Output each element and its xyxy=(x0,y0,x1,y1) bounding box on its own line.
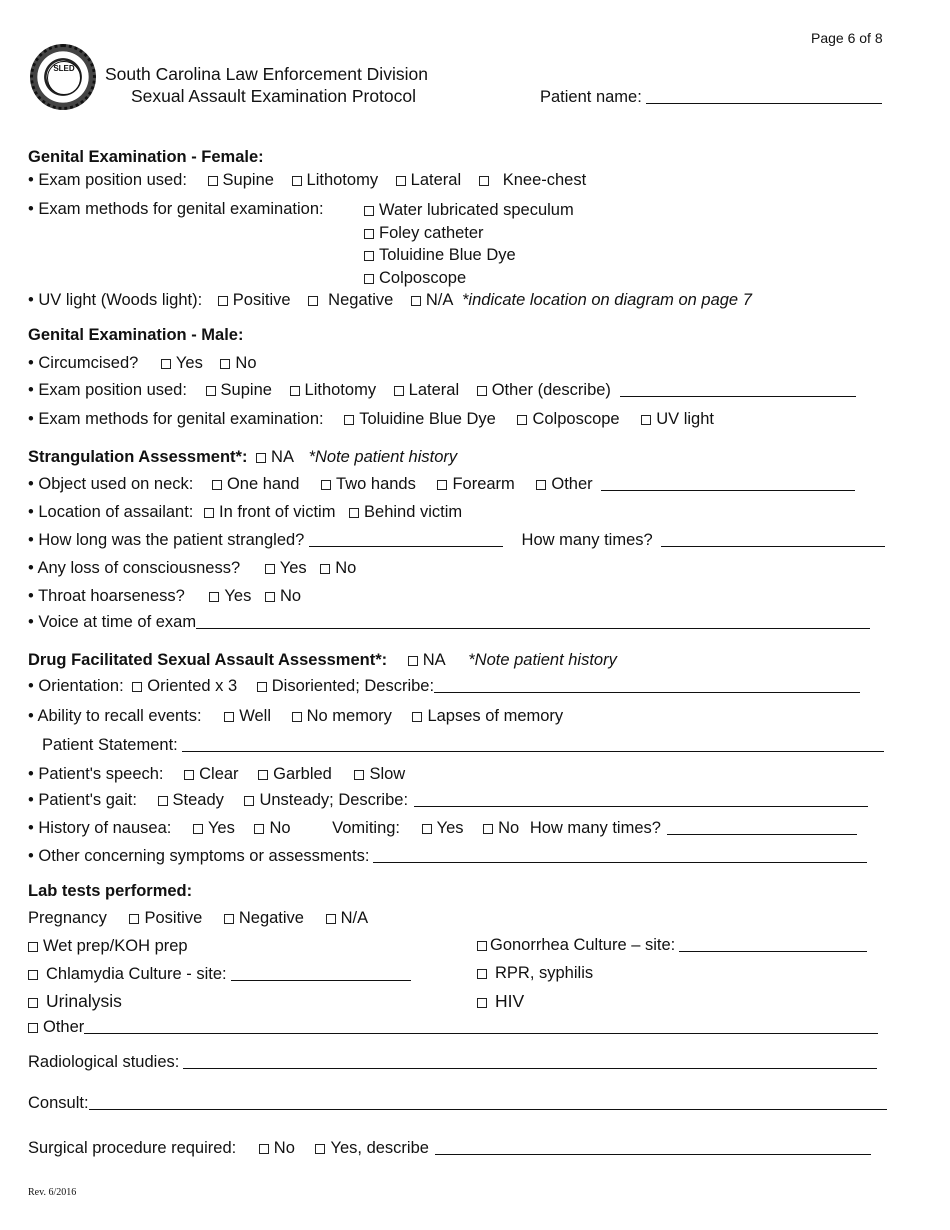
female-position-row xyxy=(28,170,599,190)
voice-row xyxy=(28,612,870,632)
option-label: Yes xyxy=(224,587,252,605)
radiological-input[interactable] xyxy=(183,1053,877,1069)
option-label: Other xyxy=(43,1018,85,1036)
checkbox[interactable] xyxy=(477,386,487,396)
other-position-input[interactable] xyxy=(620,381,856,397)
location-row xyxy=(28,502,475,522)
strangulation-note: *Note patient history xyxy=(308,448,458,466)
checkbox[interactable] xyxy=(204,508,214,518)
drug-heading-row xyxy=(28,650,617,670)
gait-describe-input[interactable] xyxy=(414,791,868,807)
option-label: N/A xyxy=(340,909,369,927)
option-label: In front of victim xyxy=(218,503,336,521)
statement-row xyxy=(42,735,884,755)
checkbox[interactable] xyxy=(28,970,38,980)
radiological-label: Radiological studies: xyxy=(28,1053,180,1071)
option-label: Slow xyxy=(369,765,406,783)
checkbox[interactable] xyxy=(479,176,489,186)
checkbox[interactable] xyxy=(364,274,374,284)
revision-date: Rev. 6/2016 xyxy=(28,1187,77,1198)
checkbox[interactable] xyxy=(641,415,651,425)
uv-note: *indicate location on diagram on page 7 xyxy=(462,291,752,309)
option-label: Water lubricated speculum xyxy=(379,201,574,219)
checkbox[interactable] xyxy=(129,914,139,924)
vomiting-times-label: How many times? xyxy=(529,819,661,837)
option-label: Garbled xyxy=(273,765,332,783)
surgical-row xyxy=(28,1138,871,1158)
option-label: Other xyxy=(551,475,593,493)
option-label: Unsteady; Describe: xyxy=(259,791,409,809)
option-label: Lateral xyxy=(410,171,462,189)
option-label: Lateral xyxy=(408,381,460,399)
uv-light-row xyxy=(28,290,752,310)
checkbox[interactable] xyxy=(220,359,230,369)
voice-input[interactable] xyxy=(196,613,870,629)
option-label: Yes xyxy=(175,354,203,372)
option-label: No xyxy=(273,1139,295,1157)
checkbox[interactable] xyxy=(364,229,374,239)
checkbox[interactable] xyxy=(212,480,222,490)
checkbox[interactable] xyxy=(28,1023,38,1033)
consciousness-row xyxy=(28,558,369,578)
consciousness-label: • Any loss of consciousness? xyxy=(28,559,241,577)
option-label: Lapses of memory xyxy=(427,707,564,725)
other-symptoms-label: • Other concerning symptoms or assessments: xyxy=(28,847,370,865)
consult-row xyxy=(28,1093,887,1113)
chlamydia-site-input[interactable] xyxy=(231,965,411,981)
page-number: Page 6 of 8 xyxy=(811,30,883,46)
checkbox[interactable] xyxy=(290,386,300,396)
labs-heading: Lab tests performed: xyxy=(28,882,193,900)
female-methods-label: • Exam methods for genital examination: xyxy=(28,200,324,218)
option-label: Disoriented; Describe: xyxy=(271,677,435,695)
consult-label: Consult: xyxy=(28,1094,89,1112)
vomiting-label: Vomiting: xyxy=(332,819,401,837)
circumcised-label: • Circumcised? xyxy=(28,354,139,372)
seal-center xyxy=(47,61,81,95)
recall-label: • Ability to recall events: xyxy=(28,707,202,725)
checkbox[interactable] xyxy=(132,682,142,692)
checkbox[interactable] xyxy=(224,914,234,924)
seal-text: SLED xyxy=(53,64,75,73)
patient-name-input[interactable] xyxy=(646,88,882,104)
checkbox[interactable] xyxy=(364,206,374,216)
option-label: HIV xyxy=(495,991,525,1011)
checkbox[interactable] xyxy=(354,770,364,780)
checkbox[interactable] xyxy=(161,359,171,369)
option-label: Clear xyxy=(199,765,239,783)
hoarseness-row xyxy=(28,586,314,606)
checkbox[interactable] xyxy=(244,796,254,806)
chlamydia-item xyxy=(28,964,411,984)
nausea-row xyxy=(28,818,857,838)
speech-label: • Patient's speech: xyxy=(28,765,164,783)
option-label: No xyxy=(335,559,357,577)
gonorrhea-item xyxy=(477,936,867,955)
option-label: Toluidine Blue Dye xyxy=(379,246,516,265)
checkbox[interactable] xyxy=(344,415,354,425)
checkbox[interactable] xyxy=(257,682,267,692)
female-heading: Genital Examination - Female: xyxy=(28,148,264,166)
option-label: NA xyxy=(271,448,294,466)
strangulation-heading-row xyxy=(28,447,457,467)
option-label: Gonorrhea Culture – site: xyxy=(490,936,676,954)
option-label: Other (describe) xyxy=(491,381,611,399)
other-symptoms-row xyxy=(28,846,867,866)
other-object-input[interactable] xyxy=(601,475,855,491)
pregnancy-label: Pregnancy xyxy=(28,909,107,927)
option-label: No xyxy=(279,587,302,605)
checkbox[interactable] xyxy=(292,176,302,186)
times-input[interactable] xyxy=(661,531,885,547)
checkbox[interactable] xyxy=(28,942,38,952)
orientation-label: • Orientation: xyxy=(28,677,124,695)
checkbox[interactable] xyxy=(258,770,268,780)
checkbox[interactable] xyxy=(412,712,422,722)
option-label: Lithotomy xyxy=(306,171,379,189)
gonorrhea-site-input[interactable] xyxy=(679,936,867,952)
checkbox[interactable] xyxy=(209,592,219,602)
option-label: Well xyxy=(239,707,271,725)
checkbox[interactable] xyxy=(477,969,487,979)
patient-name-label: Patient name: xyxy=(540,88,642,106)
how-many-label: How many times? xyxy=(521,531,653,549)
checkbox[interactable] xyxy=(394,386,404,396)
checkbox[interactable] xyxy=(536,480,546,490)
speech-row xyxy=(28,764,418,784)
option-label: No memory xyxy=(306,707,392,725)
checkbox[interactable] xyxy=(256,453,266,463)
checkbox[interactable] xyxy=(158,796,168,806)
option-label: Lithotomy xyxy=(304,381,377,399)
drug-note: *Note patient history xyxy=(468,651,617,669)
statement-input[interactable] xyxy=(182,736,884,752)
option-label: UV light xyxy=(656,410,714,428)
protocol-title: Sexual Assault Examination Protocol xyxy=(131,86,417,106)
checkbox[interactable] xyxy=(396,176,406,186)
radiological-row xyxy=(28,1052,877,1072)
uv-label: • UV light (Woods light): xyxy=(28,291,203,309)
pregnancy-row xyxy=(28,908,381,928)
location-label: • Location of assailant: xyxy=(28,503,194,521)
female-methods-list xyxy=(364,199,574,290)
rpr-item xyxy=(477,964,593,983)
statement-label: Patient Statement: xyxy=(42,736,178,754)
checkbox[interactable] xyxy=(206,386,216,396)
option-label: No xyxy=(498,819,520,837)
option-label: Chlamydia Culture - site: xyxy=(46,965,227,983)
checkbox[interactable] xyxy=(437,480,447,490)
option-label: Colposcope xyxy=(379,269,467,288)
gait-label: • Patient's gait: xyxy=(28,791,137,809)
strangulation-heading: Strangulation Assessment*: xyxy=(28,448,248,466)
hoarseness-label: • Throat hoarseness? xyxy=(28,587,185,605)
drug-heading: Drug Facilitated Sexual Assault Assessment*: xyxy=(28,651,388,669)
option-label: Behind victim xyxy=(364,503,463,521)
option-label: Foley catheter xyxy=(379,223,484,242)
checkbox[interactable] xyxy=(364,251,374,261)
voice-label: • Voice at time of exam xyxy=(28,613,197,631)
option-label: Toluidine Blue Dye xyxy=(359,410,496,428)
checkbox[interactable] xyxy=(308,296,318,306)
how-long-label: • How long was the patient strangled? xyxy=(28,531,305,549)
checkbox[interactable] xyxy=(483,824,493,834)
option-label: Yes, describe xyxy=(330,1139,429,1157)
wet-prep-item xyxy=(28,936,188,956)
duration-input[interactable] xyxy=(309,531,503,547)
checkbox[interactable] xyxy=(224,712,234,722)
checkbox[interactable] xyxy=(193,824,203,834)
checkbox[interactable] xyxy=(265,564,275,574)
option-label: N/A xyxy=(425,291,454,309)
checkbox[interactable] xyxy=(477,941,487,951)
checkbox[interactable] xyxy=(477,998,487,1008)
hiv-item xyxy=(477,991,524,1012)
object-row xyxy=(28,474,855,494)
checkbox[interactable] xyxy=(208,176,218,186)
consult-input[interactable] xyxy=(89,1094,887,1110)
patient-name-field xyxy=(540,88,882,107)
option-label: Positive xyxy=(232,291,291,309)
option-label: Yes xyxy=(436,819,464,837)
option-label: One hand xyxy=(226,475,300,493)
male-methods-row xyxy=(28,409,727,429)
option-label: Colposcope xyxy=(532,410,620,428)
checkbox[interactable] xyxy=(321,480,331,490)
male-position-label: • Exam position used: xyxy=(28,381,187,399)
option-label: Urinalysis xyxy=(46,991,122,1011)
urinalysis-item xyxy=(28,991,122,1011)
surgical-label: Surgical procedure required: xyxy=(28,1139,237,1157)
option-label: Forearm xyxy=(452,475,515,493)
option-label: Positive xyxy=(144,909,203,927)
circumcised-row xyxy=(28,353,270,373)
checkbox[interactable] xyxy=(422,824,432,834)
gait-row xyxy=(28,790,868,810)
duration-row xyxy=(28,530,885,550)
vomiting-times-input[interactable] xyxy=(667,819,857,835)
checkbox[interactable] xyxy=(315,1144,325,1154)
checkbox[interactable] xyxy=(408,656,418,666)
option-label: NA xyxy=(422,651,446,669)
object-label: • Object used on neck: xyxy=(28,475,194,493)
male-methods-label: • Exam methods for genital examination: xyxy=(28,410,324,428)
option-label: Supine xyxy=(222,171,274,189)
checkbox[interactable] xyxy=(411,296,421,306)
male-position-row xyxy=(28,380,856,400)
checkbox[interactable] xyxy=(265,592,275,602)
option-label: Wet prep/KOH prep xyxy=(43,937,188,955)
sled-seal-logo xyxy=(30,44,96,110)
recall-row xyxy=(28,706,576,726)
option-label: Yes xyxy=(279,559,307,577)
option-label: Yes xyxy=(207,819,235,837)
checkbox[interactable] xyxy=(517,415,527,425)
other-lab-item xyxy=(28,1017,878,1037)
nausea-label: • History of nausea: xyxy=(28,819,172,837)
surgical-describe-input[interactable] xyxy=(435,1139,871,1155)
option-label: Oriented x 3 xyxy=(147,677,238,695)
checkbox[interactable] xyxy=(259,1144,269,1154)
female-position-label: • Exam position used: xyxy=(28,171,187,189)
agency-name: South Carolina Law Enforcement Division xyxy=(105,64,428,84)
option-label: Steady xyxy=(172,791,224,809)
checkbox[interactable] xyxy=(218,296,228,306)
checkbox[interactable] xyxy=(254,824,264,834)
option-label: Knee-chest xyxy=(502,171,587,189)
other-symptoms-input[interactable] xyxy=(373,847,867,863)
other-lab-input[interactable] xyxy=(84,1018,878,1034)
option-label: No xyxy=(269,819,291,837)
disoriented-input[interactable] xyxy=(434,677,860,693)
option-label: Two hands xyxy=(336,475,416,493)
checkbox[interactable] xyxy=(326,914,336,924)
checkbox[interactable] xyxy=(349,508,359,518)
checkbox[interactable] xyxy=(28,998,38,1008)
option-label: Negative xyxy=(238,909,304,927)
checkbox[interactable] xyxy=(292,712,302,722)
option-label: Negative xyxy=(328,291,394,309)
male-heading: Genital Examination - Male: xyxy=(28,326,244,344)
orientation-row xyxy=(28,676,860,696)
option-label: No xyxy=(235,354,257,372)
option-label: RPR, syphilis xyxy=(495,964,594,982)
checkbox[interactable] xyxy=(320,564,330,574)
checkbox[interactable] xyxy=(184,770,194,780)
option-label: Supine xyxy=(220,381,272,399)
